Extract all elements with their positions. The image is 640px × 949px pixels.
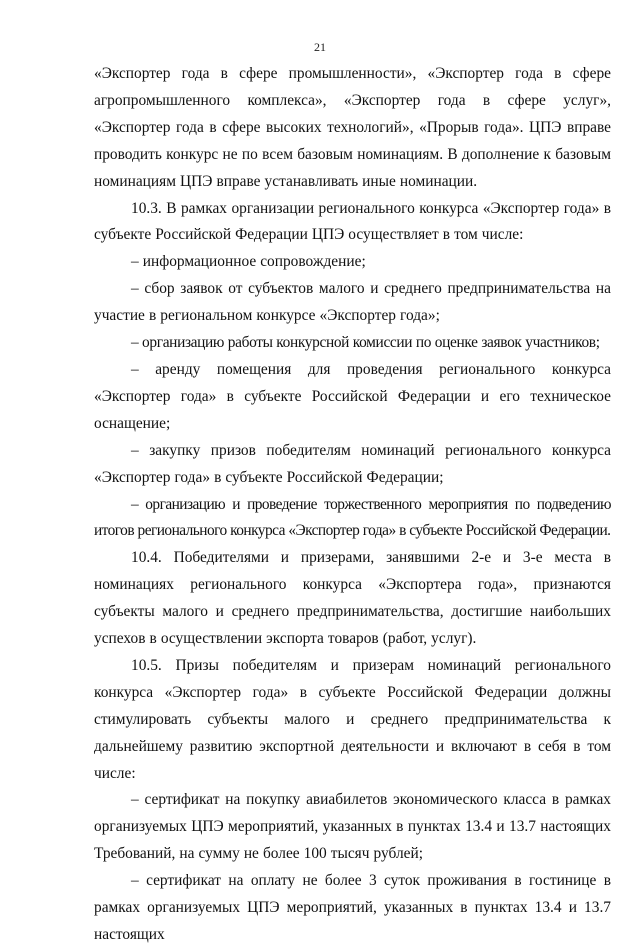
list-item-information-support: – информационное сопровождение; <box>131 253 366 271</box>
list-item-hotel-certificate: – сертификат на оплату не более 3 суток проживания в гостинице в рамках организуемых ЦПЭ мероприятий, указанных в пунктах 13.4 и 13.7 настоящих <box>94 872 611 943</box>
paragraph-10-3: 10.3. В рамках организации регионального конкурса «Экспортер года» в субъекте Российской Федерации ЦПЭ осуществляет в том числе: <box>94 199 611 244</box>
list-item-commission-work: – организацию работы конкурсной комиссии по оценке заявок участников; <box>131 334 600 352</box>
list-item-ceremony: – организацию и проведение торжественного мероприятия по подведению итогов регионального конкурса «Экспортер года» в субъекте Российской Федерации. <box>94 495 611 540</box>
paragraph-10-4: 10.4. Победителями и призерами, занявшими 2-е и 3-е места в номинациях регионального конкурса «Экспортера года», признаются субъекты малого и среднего предпринимательства, достигшие наибольших успехов в осуществлении экспорта товаров (работ, услуг). <box>94 549 611 648</box>
paragraph-nominations-continued: «Экспортер года в сфере промышленности», «Экспортер года в сфере агропромышленного комплекса», «Экспортер года в сфере услуг», «Экспортер года в сфере высоких технологий», «Прорыв года». ЦПЭ вправе проводить конкурс не по всем базовым номинациям. В дополнение к базовым номинациям ЦПЭ вправе устанавливать иные номинации. <box>94 65 611 190</box>
paragraph-10-5: 10.5. Призы победителям и призерам номинаций регионального конкурса «Экспортер года» в субъекте Российской Федерации должны стимулировать субъекты малого и среднего предпринимательства к дальнейшему развитию экспортной деятельности и включают в себя в том числе: <box>94 656 611 782</box>
list-item-premises-rental: – аренду помещения для проведения регионального конкурса «Экспортер года» в субъекте Российской Федерации и его техническое оснащение; <box>94 360 611 432</box>
page-number: 21 <box>314 40 326 54</box>
list-item-airfare-certificate: – сертификат на покупку авиабилетов экономического класса в рамках организуемых ЦПЭ мероприятий, указанных в пунктах 13.4 и 13.7 настоящих Требований, на сумму не более 100 тысяч рублей; <box>94 791 611 863</box>
document-body <box>94 61 611 949</box>
list-item-prize-purchase: – закупку призов победителям номинаций регионального конкурса «Экспортер года» в субъекте Российской Федерации; <box>94 441 611 486</box>
list-item-application-collection: – сбор заявок от субъектов малого и среднего предпринимательства на участие в региональном конкурсе «Экспортер года»; <box>94 280 611 325</box>
